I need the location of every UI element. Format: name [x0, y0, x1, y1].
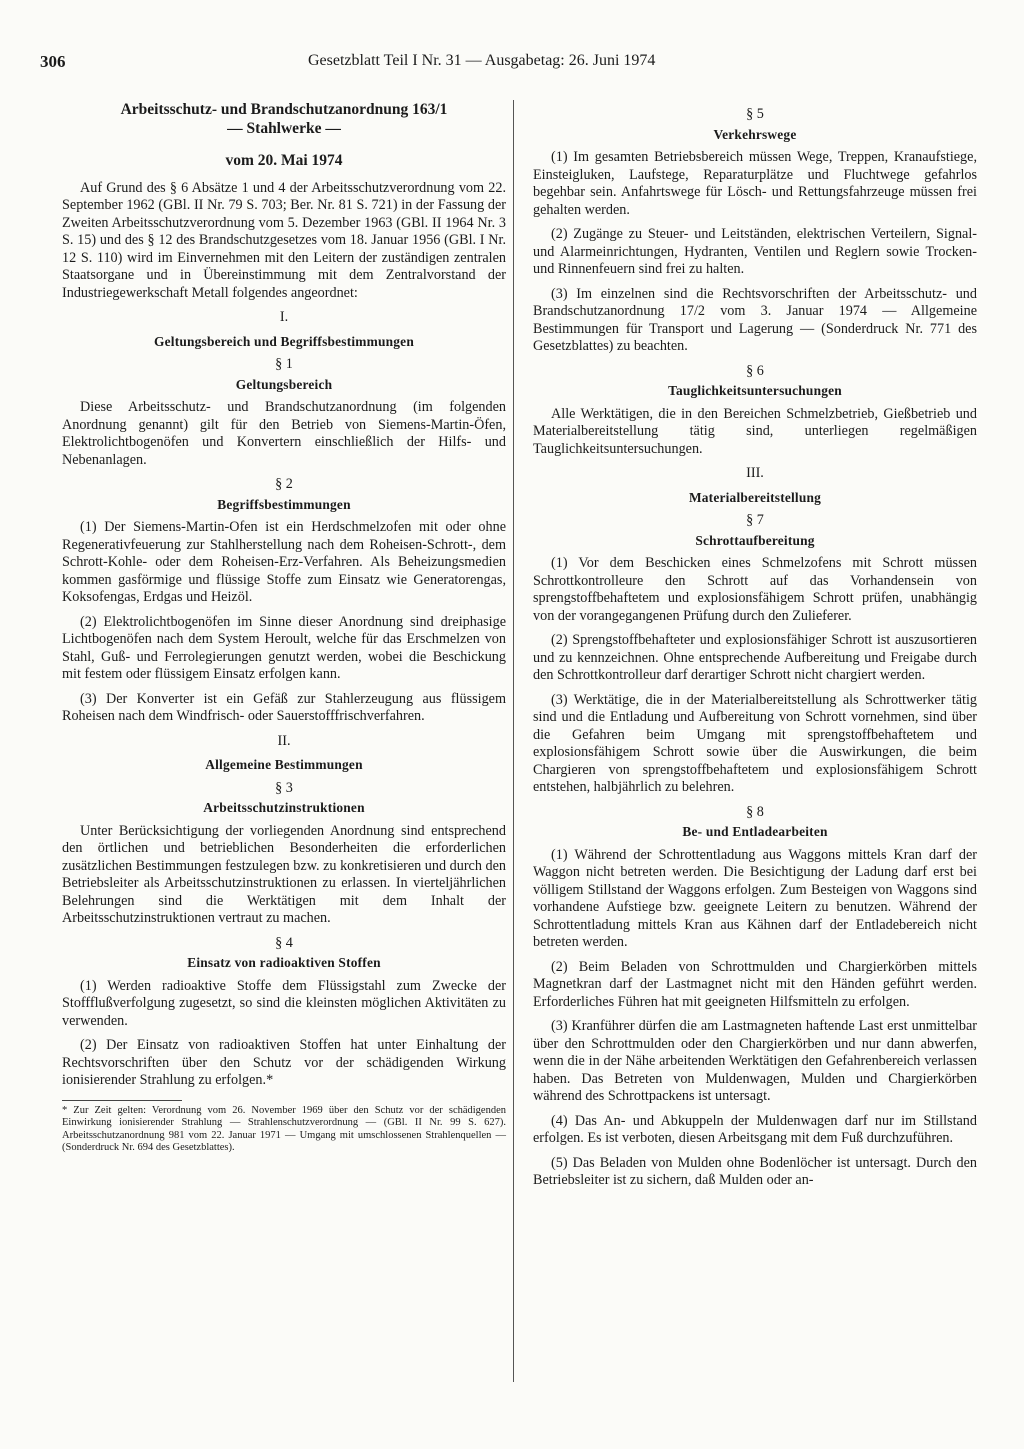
paragraph: (1) Während der Schrottentladung aus Waggons mittels Kran darf der Waggon nicht betreten werden. Die Besichtigung der Ladung darf erst bei völligem Stillstand der Waggons erfolgen. Zum Besteigen von Waggons sind vorhandene Aufstiege bzw. geeignete Leitern zu benutzen. Während der Schrottentladung mittels Kran aus Kähnen darf der Entladebereich nicht betreten werden.	[533, 846, 977, 950]
left-column	[62, 100, 506, 1155]
section-heading: Schrottaufbereitung	[695, 532, 815, 548]
paragraph: (1) Werden radioaktive Stoffe dem Flüssigstahl zum Zwecke der Stoffflußverfolgung zugesetzt, so sind die kleinsten möglichen Aktivitäten zu verwenden.	[62, 977, 506, 1029]
paragraph: (5) Das Beladen von Mulden ohne Bodenlöcher ist untersagt. Durch den Betriebsleiter ist zu sichern, daß Mulden oder an-	[533, 1154, 977, 1188]
paragraph: (2) Sprengstoffbehafteter und explosionsfähiger Schrott ist auszusortieren und zu kennzeichnen. Ohne entsprechende Aufbereitung und Freigabe durch den Schrottkontrolleur darf derartiger Schrott nicht chargiert werden.	[533, 632, 977, 683]
paragraph: Unter Berücksichtigung der vorliegenden Anordnung sind entsprechend den örtlichen und betrieblichen Besonderheiten die erforderlichen zusätzlichen Bestimmungen festzulegen bzw. zu konkretisieren und durch den Betriebsleiter als Arbeitsschutzinstruktionen zu erlassen. In vierteljährlichen Belehrungen sind die Werktätigen mit dem Inhalt der Arbeitsschutzinstruktionen vertraut zu machen.	[62, 822, 506, 926]
footnote: * Zur Zeit gelten: Verordnung vom 26. November 1969 über den Schutz vor der schädigenden Einwirkung ionisierender Strahlung — Strahlenschutzverordnung — (GBl. II Nr. 99 S. 627). Arbeitsschutzanordnung 981 vom 22. Januar 1971 — Umgang mit umschlossenen Strahlenquellen — (Sonderdruck Nr. 694 des Gesetzblattes).	[62, 1104, 506, 1154]
part-heading: Allgemeine Bestimmungen	[205, 757, 363, 772]
paragraph: (1) Der Siemens-Martin-Ofen ist ein Herdschmelzofen mit oder ohne Regenerativfeuerung zur Stahlherstellung nach dem Roheisen-Schrott-, dem Schrott-Kohle- oder dem Roheisen-Erz-Verfahren. Als Beheizungsmedien kommen gasförmige und flüssige Stoffe zum Einsatz wie Generatorengas, Koksofengas, Erdgas und Heizöl.	[62, 519, 506, 605]
paragraph: (3) Im einzelnen sind die Rechtsvorschriften der Arbeitsschutz- und Brandschutzanordnung 17/2 vom 3. Januar 1974 — Allgemeine Bestimmungen für Transport und Lagerung — (Sonderdruck Nr. 771 des Gesetzblattes) zu beachten.	[533, 285, 977, 354]
part-numeral: I.	[279, 309, 289, 325]
section-number: § 4	[275, 934, 293, 951]
paragraph: (2) Der Einsatz von radioaktiven Stoffen hat unter Einhaltung der Rechtsvorschriften über den Schutz vor der schädigenden Wirkung ionisierender Strahlung zu erfolgen.*	[62, 1037, 506, 1088]
running-title: Gesetzblatt Teil I Nr. 31 — Ausgabetag: 26. Juni 1974	[308, 52, 656, 69]
section-number: § 8	[746, 803, 764, 820]
part-numeral: II.	[277, 732, 291, 749]
right-column	[533, 100, 977, 1197]
section-heading: Geltungsbereich	[235, 376, 333, 392]
document-title: Arbeitsschutz- und Brandschutzanordnung 163/1	[120, 101, 448, 118]
paragraph: (3) Der Konverter ist ein Gefäß zur Stahlerzeugung aus flüssigem Roheisen nach dem Windfrisch- oder Sauerstofffrischverfahren.	[62, 690, 506, 724]
page-number: 306	[40, 52, 66, 71]
footnote-rule	[62, 1100, 182, 1101]
section-heading: Verkehrswege	[713, 126, 797, 142]
section-number: § 6	[746, 362, 764, 379]
section-number: § 5	[746, 106, 764, 122]
part-numeral: III.	[746, 465, 764, 481]
paragraph: (2) Beim Beladen von Schrottmulden und Chargierkörben mittels Magnetkran darf der Lastmagnet nicht mit den Händen geführt werden. Erforderliches Führen hat mit geeigneten Hilfsmitteln zu erfolgen.	[533, 958, 977, 1010]
paragraph: (2) Elektrolichtbogenöfen im Sinne dieser Anordnung sind dreiphasige Lichtbogenöfen nach dem System Heroult, welche für das Erschmelzen von Stahl, Guß- und Ferrolegierungen genutzt werden, wobei die Beschickung mit festem oder flüssigem Einsatz erfolgen kann.	[62, 613, 506, 682]
paragraph: (1) Im gesamten Betriebsbereich müssen Wege, Treppen, Kranaufstiege, Einsteigluken, Laufstege, Reparaturplätze und Fluchtwege gefahrlos begehbar sein. Anfahrtswege für Lösch- und Rettungsfahrzeuge müssen frei gehalten werden.	[533, 149, 977, 218]
section-heading: Arbeitsschutzinstruktionen	[203, 800, 365, 815]
preamble: Auf Grund des § 6 Absätze 1 und 4 der Arbeitsschutzverordnung vom 22. September 1962 (GBl. II Nr. 79 S. 703; Ber. Nr. 81 S. 721) in der Fassung der Zweiten Arbeitsschutzverordnung vom 5. Dezember 1963 (GBl. II 1964 Nr. 3 S. 15) und des § 12 des Brandschutzgesetzes vom 18. Januar 1956 (GBl. I Nr. 12 S. 110) wird im Einvernehmen mit den Leitern der zuständigen zentralen Staatsorgane und in Übereinstimmung mit dem Zentralvorstand der Industriegewerkschaft Metall folgendes angeordnet:	[62, 179, 506, 301]
part-heading: Materialbereitstellung	[688, 489, 822, 505]
document-date: vom 20. Mai 1974	[225, 152, 343, 169]
section-heading: Einsatz von radioaktiven Stoffen	[187, 955, 381, 970]
section-heading: Begriffsbestimmungen	[217, 496, 351, 512]
column-divider	[513, 100, 514, 1382]
paragraph: (2) Zugänge zu Steuer- und Leitständen, elektrischen Verteilern, Signal- und Alarmeinrichtungen, Hydranten, Ventilen und Reglern sowie Trocken- und Rinnenfeuern sind frei zu halten.	[533, 226, 977, 277]
document-subtitle: — Stahlwerke —	[227, 120, 341, 137]
page-header	[40, 52, 990, 78]
paragraph: (3) Werktätige, die in der Materialbereitstellung als Schrottwerker tätig sind und die Entladung und Aufbereitung von Schrott vornehmen, sind über die Gefahren beim Umgang mit sprengstoffbehaftetem und explosionsfähigem Schrott sowie über die Auswirkungen, die beim Chargieren von sprengstoffbehaftetem und explosionsfähigem Schrott entstehen, halbjährlich zu belehren.	[533, 691, 977, 795]
section-number: § 2	[275, 476, 293, 492]
paragraph: (4) Das An- und Abkuppeln der Muldenwagen darf nur im Stillstand erfolgen. Es ist verboten, diesen Arbeitsgang mit dem Fuß durchzuführen.	[533, 1112, 977, 1146]
paragraph: (1) Vor dem Beschicken eines Schmelzofens mit Schrott müssen Schrottkontrolleure den Schrott auf das Vorhandensein von sprengstoffbehaftetem und explosionsfähigem Schrott prüfen, unabhängig von der vorangegangenen Prüfung durch den Zulieferer.	[533, 555, 977, 624]
section-heading: Be- und Entladearbeiten	[682, 824, 828, 839]
section-heading: Tauglichkeitsuntersuchungen	[668, 383, 842, 398]
paragraph: (3) Kranführer dürfen die am Lastmagneten haftende Last erst unmittelbar über den Schrottmulden oder den Chargierkörben und nur dann abwerfen, wenn die in der Nähe arbeitenden Werktätigen den Gefahrenbereich verlassen haben. Das Betreten von Muldenwagen, Mulden und Chargierkörben während des Schrottpackens ist untersagt.	[533, 1018, 977, 1104]
section-number: § 3	[275, 779, 293, 796]
section-number: § 7	[746, 512, 764, 528]
paragraph: Diese Arbeitsschutz- und Brandschutzanordnung (im folgenden Anordnung genannt) gilt für den Betrieb von Siemens-Martin-Öfen, Elektrolichtbogenöfen und Konvertern einschließlich der Hilfs- und Nebenanlagen.	[62, 399, 506, 468]
section-number: § 1	[275, 356, 293, 372]
paragraph: Alle Werktätigen, die in den Bereichen Schmelzbetrieb, Gießbetrieb und Materialbereitstellung tätig sind, unterliegen regelmäßigen Tauglichkeitsuntersuchungen.	[533, 405, 977, 457]
part-heading: Geltungsbereich und Begriffsbestimmungen	[154, 333, 414, 349]
